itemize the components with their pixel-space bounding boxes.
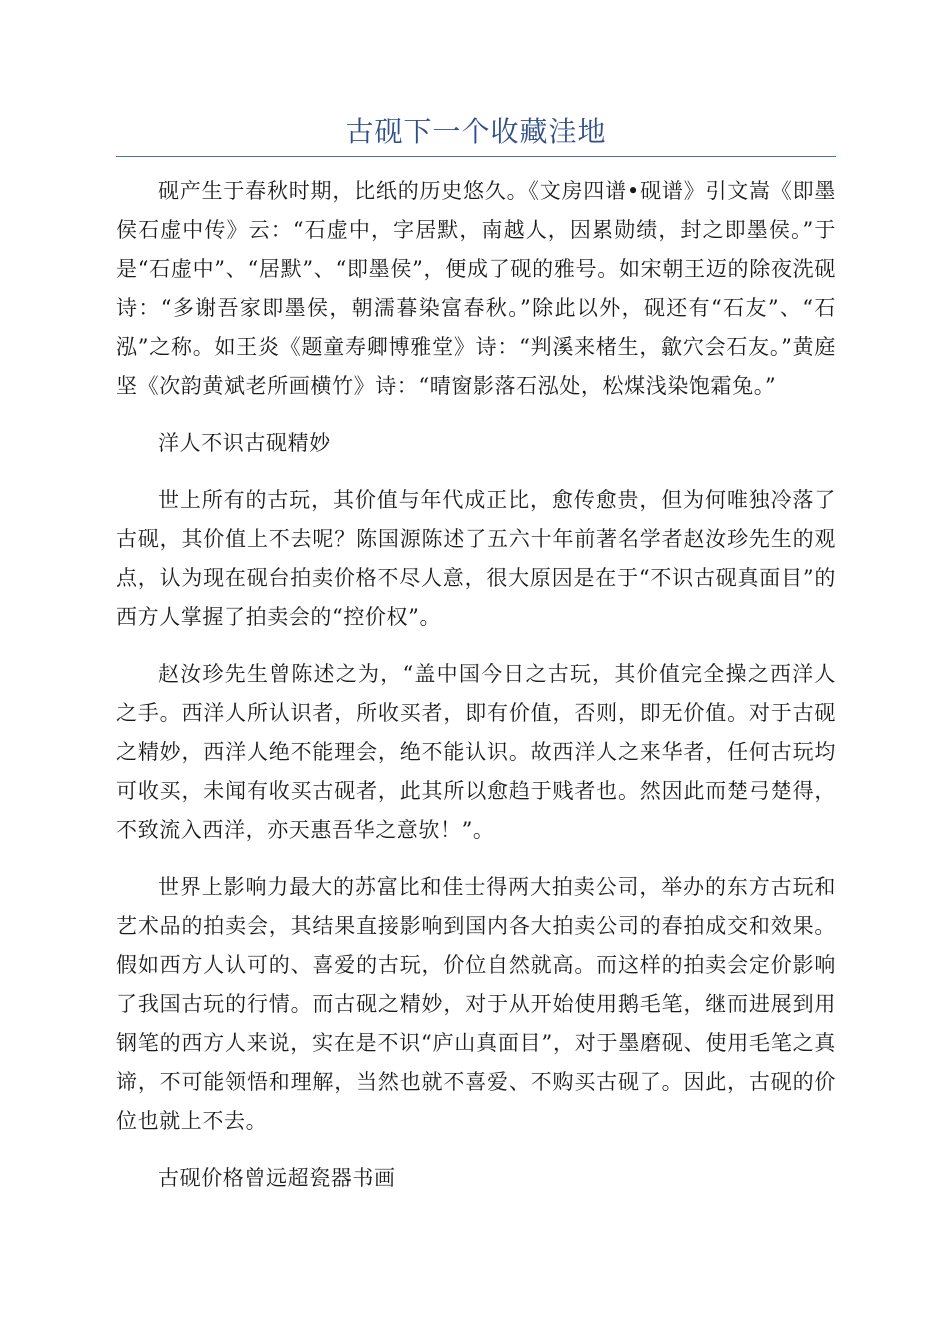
section-heading-price-history: 古砚价格曾远超瓷器书画 [158, 1166, 396, 1190]
document-body [116, 172, 836, 1216]
section-heading-westerners: 洋人不识古砚精妙 [158, 431, 331, 455]
paragraph-antique-value: 世上所有的古玩，其价值与年代成正比，愈传愈贵，但为何唯独冷落了古砚，其价值上不去呢？陈国源陈述了五六十年前著名学者赵汝珍先生的观点，认为现在砚台拍卖价格不尽人意，很大原因是在于“不识古砚真面目”的西方人掌握了拍卖会的“控价权”。 [116, 488, 836, 629]
document-title: 古砚下一个收藏洼地 [345, 115, 607, 148]
paragraph-auction-houses: 世界上影响力最大的苏富比和佳士得两大拍卖公司，举办的东方古玩和艺术品的拍卖会，其结果直接影响到国内各大拍卖公司的春拍成交和效果。假如西方人认可的、喜爱的古玩，价位自然就高。而这样的拍卖会定价影响了我国古玩的行情。而古砚之精妙，对于从开始使用鹅毛笔，继而进展到用钢笔的西方人来说，实在是不识“庐山真面目”，对于墨磨砚、使用毛笔之真谛，不可能领悟和理解，当然也就不喜爱、不购买古砚了。因此，古砚的价位也就上不去。 [116, 875, 836, 1133]
paragraph-zhao-quote: 赵汝珍先生曾陈述之为，“盖中国今日之古玩，其价值完全操之西洋人之手。西洋人所认识者，所收买者，即有价值，否则，即无价值。对于古砚之精妙，西洋人绝不能理会，绝不能认识。故西洋人之来华者，任何古玩均可收买，未闻有收买古砚者，此其所以愈趋于贱者也。然因此而楚弓楚得，不致流入西洋，亦天惠吾华之意欤！”。 [116, 662, 836, 842]
title-block [116, 112, 836, 157]
paragraph-intro: 砚产生于春秋时期，比纸的历史悠久。《文房四谱•砚谱》引文嵩《即墨侯石虚中传》云：“石虚中，字居默，南越人，因累勋绩，封之即墨侯。”于是“石虚中”、“居默”、“即墨侯”，便成了砚的雅号。如宋朝王迈的除夜洗砚诗：“多谢吾家即墨侯，朝濡暮染富春秋。”除此以外，砚还有“石友”、“石泓”之称。如王炎《题童寿卿博雅堂》诗：“判溪来楮生，歙穴会石友。”黄庭坚《次韵黄斌老所画横竹》诗：“晴窗影落石泓处，松煤浅染饱霜兔。” [116, 179, 836, 398]
